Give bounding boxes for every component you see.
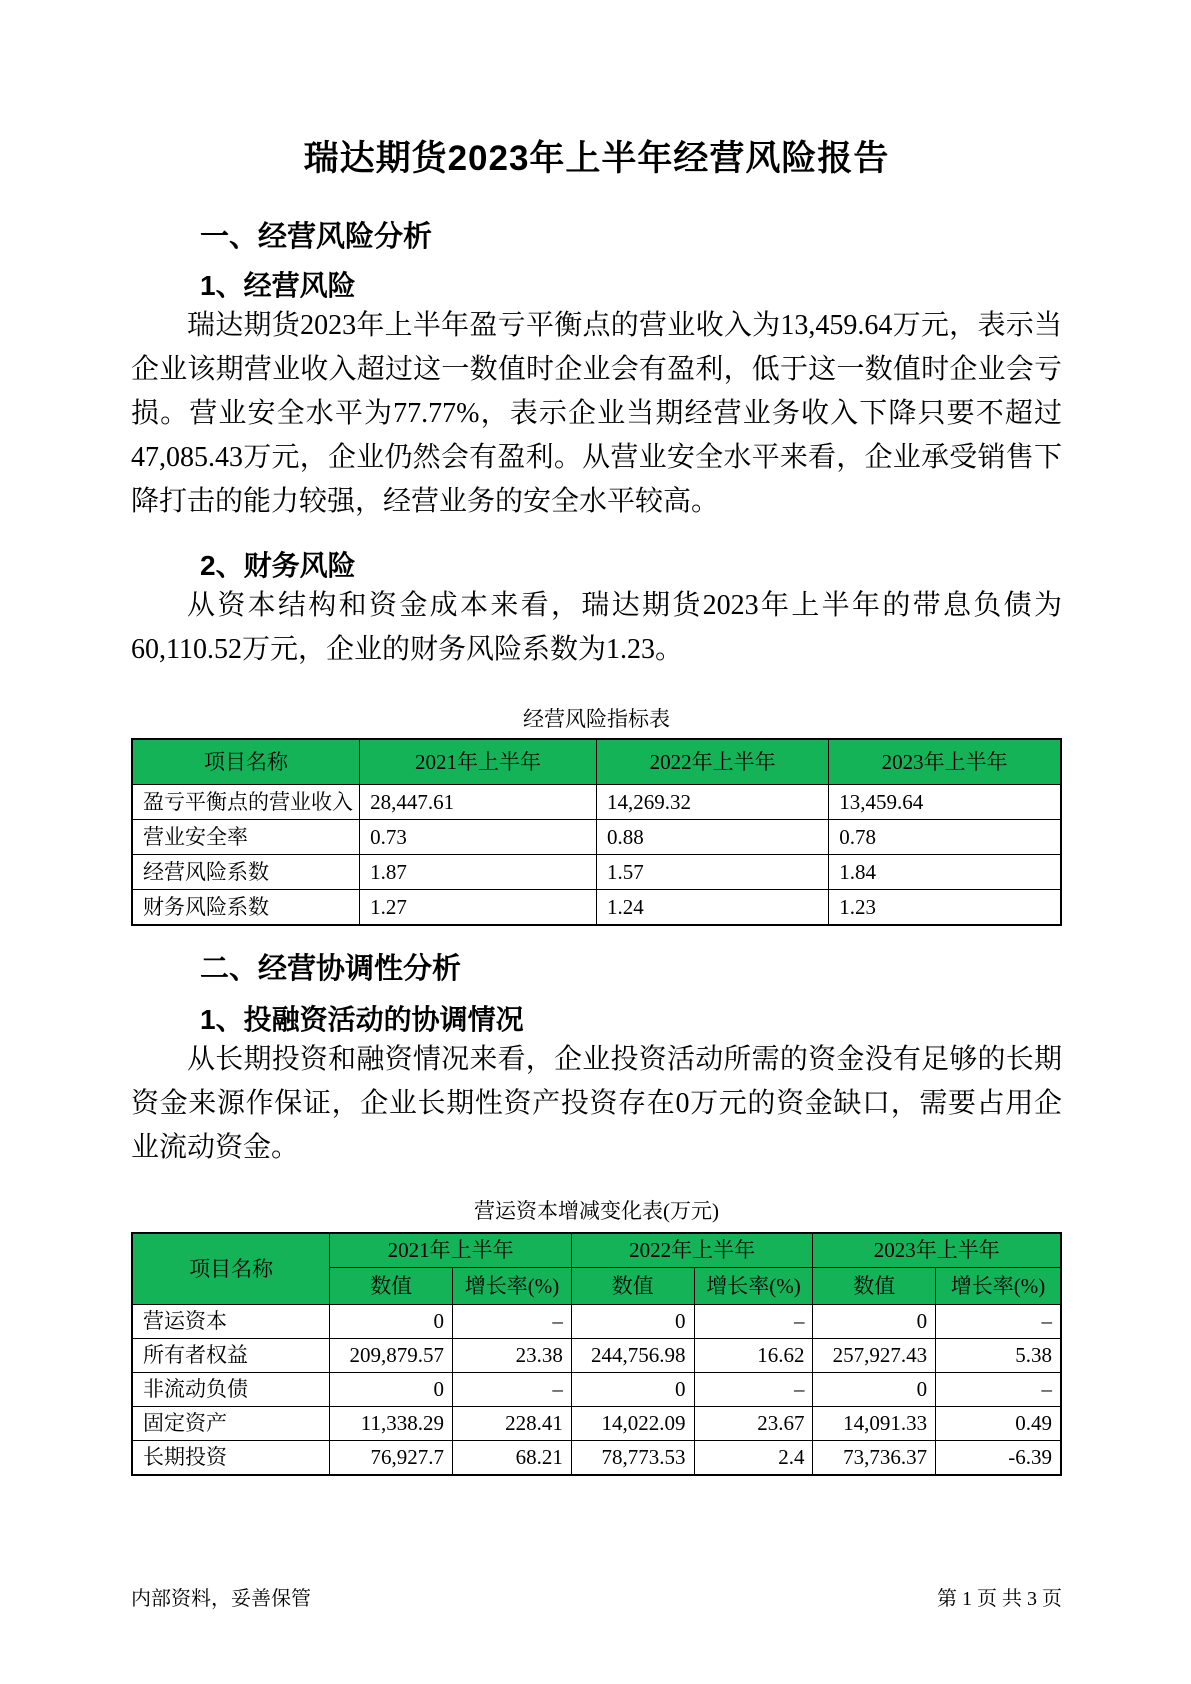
table2-header-item-name: 项目名称 [132, 1233, 330, 1305]
table-cell: 28,447.61 [360, 785, 597, 820]
heading-financial-risk: 2、财务风险 [200, 550, 356, 581]
table-cell: 0 [330, 1305, 453, 1339]
footer-confidential-note: 内部资料，妥善保管 [131, 1588, 311, 1610]
table1-header-row [132, 739, 1061, 785]
table-cell: 长期投资 [132, 1441, 330, 1476]
table1-header-item-name: 项目名称 [132, 739, 360, 785]
table-cell: 257,927.43 [813, 1339, 936, 1373]
table-cell: 16.62 [694, 1339, 813, 1373]
table-cell: 23.67 [694, 1407, 813, 1441]
table-cell: 营运资本 [132, 1305, 330, 1339]
table-cell: 14,091.33 [813, 1407, 936, 1441]
table-cell: 0 [813, 1305, 936, 1339]
table-cell: 经营风险系数 [132, 855, 360, 890]
document-title: 瑞达期货2023年上半年经营风险报告 [303, 139, 890, 178]
table-cell: 0 [571, 1373, 694, 1407]
table-cell: 0.49 [936, 1407, 1061, 1441]
table-cell: 营业安全率 [132, 820, 360, 855]
table-cell: – [453, 1373, 572, 1407]
table-cell: 244,756.98 [571, 1339, 694, 1373]
heading-operating-risk: 1、经营风险 [200, 270, 356, 301]
table-row [132, 1441, 1061, 1476]
table2-subheader-value: 数值 [813, 1268, 936, 1305]
table-cell: 0 [813, 1373, 936, 1407]
paragraph-investment-financing: 从长期投资和融资情况来看，企业投资活动所需的资金没有足够的长期资金来源作保证，企业长期性资产投资存在0万元的资金缺口，需要占用企业流动资金。 [131, 1044, 1062, 1163]
table-cell: 0 [571, 1305, 694, 1339]
heading-section-2-coordination-analysis: 二、经营协调性分析 [200, 953, 462, 985]
table-cell: 2.4 [694, 1441, 813, 1476]
table-cell: 78,773.53 [571, 1441, 694, 1476]
table-cell: 209,879.57 [330, 1339, 453, 1373]
table1-caption: 经营风险指标表 [523, 707, 670, 731]
table2-subheader-value: 数值 [330, 1268, 453, 1305]
table2-subheader-growth: 增长率(%) [936, 1268, 1061, 1305]
table-cell: 14,022.09 [571, 1407, 694, 1441]
paragraph-operating-risk: 瑞达期货2023年上半年盈亏平衡点的营业收入为13,459.64万元，表示当企业该期营业收入超过这一数值时企业会有盈利，低于这一数值时企业会亏损。营业安全水平为77.77%，表示企业当期经营业务收入下降只要不超过47,085.43万元，企业仍然会有盈利。从营业安全水平来看，企业承受销售下降打击的能力较强，经营业务的安全水平较高。 [131, 310, 1062, 517]
table2-header-2023h1: 2023年上半年 [813, 1233, 1061, 1268]
table-cell: 非流动负债 [132, 1373, 330, 1407]
table2-header-2021h1: 2021年上半年 [330, 1233, 572, 1268]
table-cell: 0.73 [360, 820, 597, 855]
table-cell: 68.21 [453, 1441, 572, 1476]
table-cell: -6.39 [936, 1441, 1061, 1476]
table-cell: 76,927.7 [330, 1441, 453, 1476]
table-cell: 1.24 [596, 890, 828, 926]
table1-header-2021h1: 2021年上半年 [360, 739, 597, 785]
table-row [132, 855, 1061, 890]
table2-caption: 营运资本增减变化表(万元) [474, 1199, 719, 1223]
table-row [132, 820, 1061, 855]
table-cell: 1.57 [596, 855, 828, 890]
table-cell: 1.87 [360, 855, 597, 890]
table-row [132, 1373, 1061, 1407]
table-cell: 1.84 [829, 855, 1061, 890]
table-row [132, 890, 1061, 926]
table-cell: 所有者权益 [132, 1339, 330, 1373]
table-cell: 5.38 [936, 1339, 1061, 1373]
table-cell: 固定资产 [132, 1407, 330, 1441]
table-cell: – [936, 1305, 1061, 1339]
table2-subheader-growth: 增长率(%) [694, 1268, 813, 1305]
operating-risk-indicator-table [131, 738, 1062, 926]
table-cell: – [694, 1373, 813, 1407]
table-row [132, 1305, 1061, 1339]
heading-section-1-operating-risk-analysis: 一、经营风险分析 [200, 221, 433, 253]
table-cell: 1.23 [829, 890, 1061, 926]
table-cell: 盈亏平衡点的营业收入 [132, 785, 360, 820]
heading-investment-financing-coordination: 1、投融资活动的协调情况 [200, 1004, 524, 1035]
table-cell: 财务风险系数 [132, 890, 360, 926]
table-cell: 0.88 [596, 820, 828, 855]
table-cell: 73,736.37 [813, 1441, 936, 1476]
table2-subheader-growth: 增长率(%) [453, 1268, 572, 1305]
table-cell: – [936, 1373, 1061, 1407]
table-cell: 23.38 [453, 1339, 572, 1373]
table-row [132, 1339, 1061, 1373]
table2-header-2022h1: 2022年上半年 [571, 1233, 813, 1268]
table2-header-row-years [132, 1233, 1061, 1268]
working-capital-change-table [131, 1232, 1062, 1476]
paragraph-financial-risk: 从资本结构和资金成本来看，瑞达期货2023年上半年的带息负债为60,110.52万元，企业的财务风险系数为1.23。 [131, 590, 1062, 665]
table-cell: 11,338.29 [330, 1407, 453, 1441]
table2-subheader-value: 数值 [571, 1268, 694, 1305]
table-cell: 1.27 [360, 890, 597, 926]
footer-page-number: 第 1 页 共 3 页 [937, 1588, 1062, 1610]
table1-header-2023h1: 2023年上半年 [829, 739, 1061, 785]
table1-header-2022h1: 2022年上半年 [596, 739, 828, 785]
table-cell: 0 [330, 1373, 453, 1407]
table-cell: 13,459.64 [829, 785, 1061, 820]
page-footer [131, 1584, 1062, 1614]
table-cell: – [453, 1305, 572, 1339]
table-cell: 228.41 [453, 1407, 572, 1441]
table-cell: – [694, 1305, 813, 1339]
table-row [132, 1407, 1061, 1441]
table-cell: 0.78 [829, 820, 1061, 855]
table-row [132, 785, 1061, 820]
table-cell: 14,269.32 [596, 785, 828, 820]
